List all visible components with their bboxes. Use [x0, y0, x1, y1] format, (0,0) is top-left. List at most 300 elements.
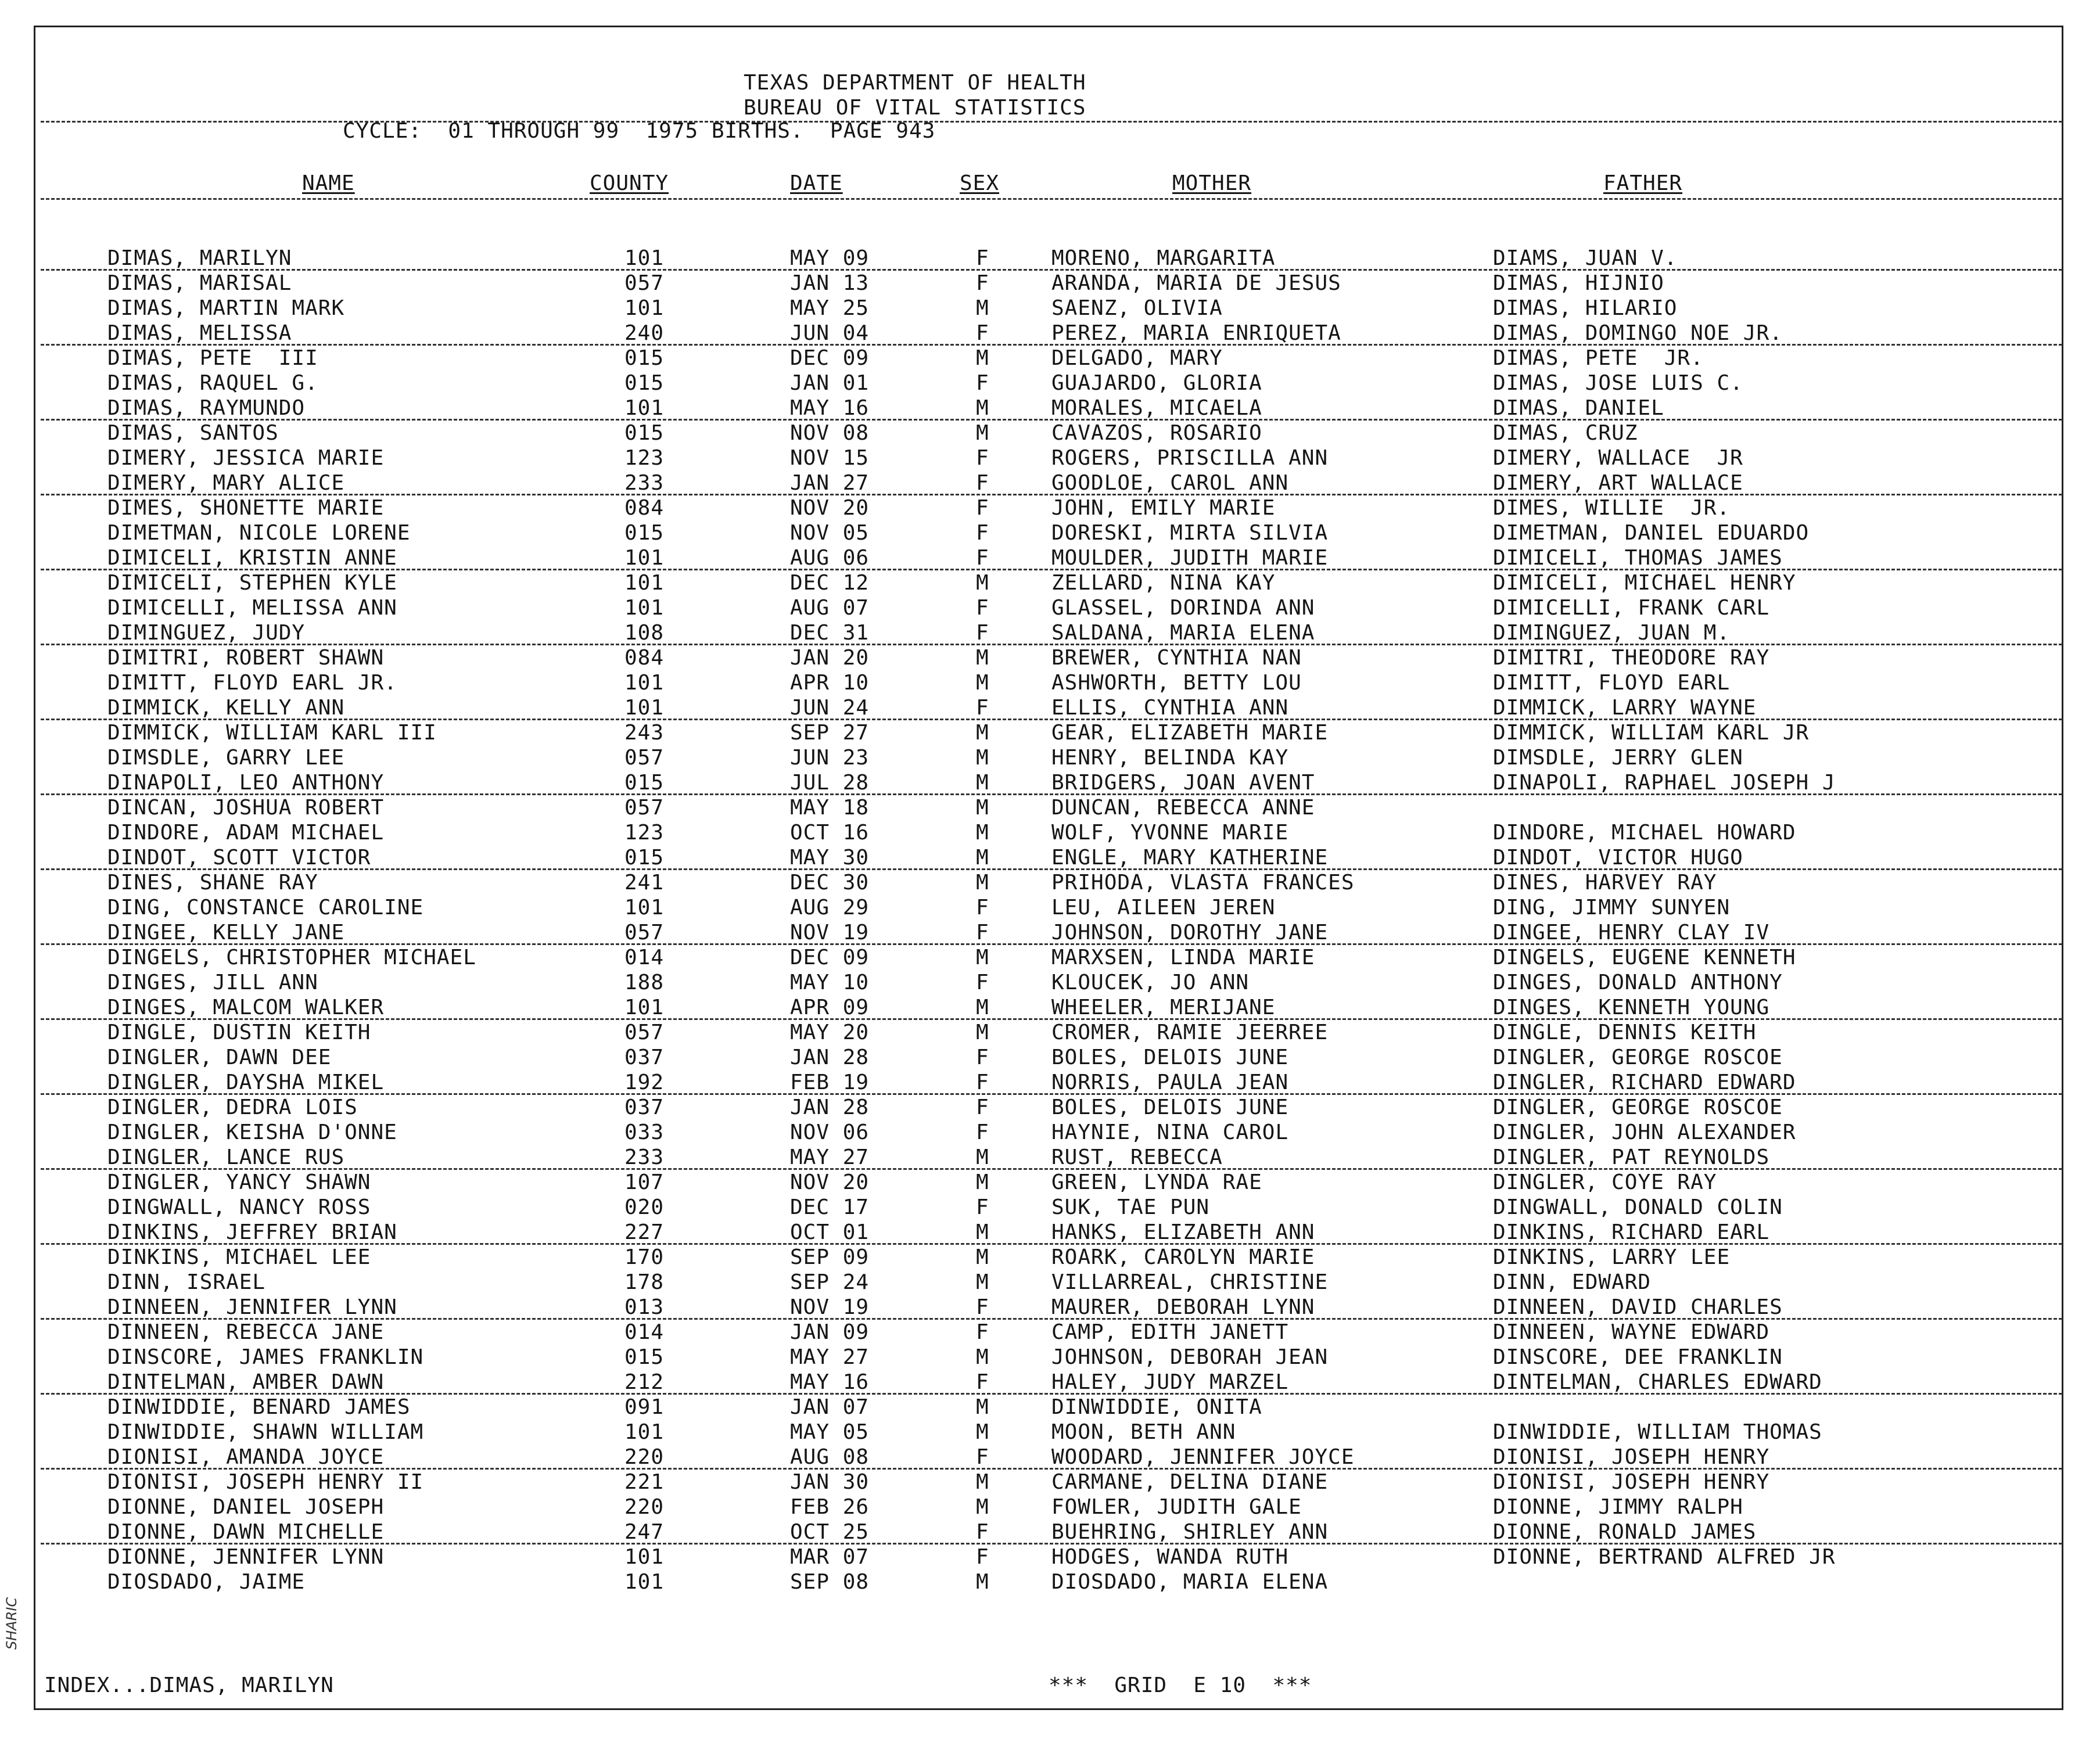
table-row — [0, 347, 2100, 372]
cell-mother: KLOUCEK, JO ANN — [1051, 971, 1250, 994]
cell-father: DINKINS, RICHARD EARL — [1493, 1220, 1770, 1244]
cell-mother: ROGERS, PRISCILLA ANN — [1051, 446, 1329, 470]
cell-mother: VILLARREAL, CHRISTINE — [1051, 1270, 1329, 1294]
cell-sex: F — [976, 896, 989, 920]
cell-sex: M — [976, 746, 989, 770]
table-row — [0, 1521, 2100, 1546]
cell-county: 240 — [624, 321, 665, 345]
cell-mother: HALEY, JUDY MARZEL — [1051, 1370, 1289, 1394]
cell-date: MAY 25 — [790, 296, 870, 320]
cell-county: 084 — [624, 496, 665, 520]
cell-county: 015 — [624, 371, 665, 395]
cell-sex: M — [976, 1145, 989, 1169]
cell-name: DIMITT, FLOYD EARL JR. — [107, 671, 397, 695]
cell-father: DINGLER, COYE RAY — [1493, 1170, 1717, 1194]
cell-sex: F — [976, 1195, 989, 1219]
table-row — [0, 871, 2100, 896]
table-row — [0, 322, 2100, 347]
cell-name: DIMAS, RAYMUNDO — [107, 396, 306, 420]
cell-name: DIMAS, RAQUEL G. — [107, 371, 318, 395]
cell-county: 178 — [624, 1270, 665, 1294]
table-row — [0, 1196, 2100, 1221]
cell-father: DINGES, DONALD ANTHONY — [1493, 971, 1783, 994]
cell-county: 123 — [624, 821, 665, 845]
cell-county: 037 — [624, 1096, 665, 1119]
cell-date: DEC 31 — [790, 621, 870, 645]
cell-sex: F — [976, 1370, 989, 1394]
cell-sex: M — [976, 296, 989, 320]
cell-county: 084 — [624, 646, 665, 670]
cell-county: 033 — [624, 1120, 665, 1144]
cell-father: DINSCORE, DEE FRANKLIN — [1493, 1345, 1783, 1369]
cell-father: DINNEEN, WAYNE EDWARD — [1493, 1320, 1770, 1344]
cell-date: JAN 27 — [790, 471, 870, 495]
cell-sex: F — [976, 271, 989, 295]
cell-date: MAY 20 — [790, 1021, 870, 1044]
cell-date: MAY 27 — [790, 1145, 870, 1169]
cell-sex: M — [976, 646, 989, 670]
cell-name: DINKINS, JEFFREY BRIAN — [107, 1220, 397, 1244]
cell-sex: F — [976, 1120, 989, 1144]
cell-mother: BRIDGERS, JOAN AVENT — [1051, 771, 1315, 795]
cell-sex: F — [976, 1320, 989, 1344]
cell-sex: F — [976, 496, 989, 520]
table-row — [0, 372, 2100, 397]
cell-name: DINGWALL, NANCY ROSS — [107, 1195, 371, 1219]
cell-mother: LEU, AILEEN JEREN — [1051, 896, 1276, 920]
cell-name: DINDOT, SCOTT VICTOR — [107, 846, 371, 870]
cell-father: DINGLER, JOHN ALEXANDER — [1493, 1120, 1796, 1144]
cell-sex: M — [976, 1495, 989, 1519]
cell-mother: ELLIS, CYNTHIA ANN — [1051, 696, 1289, 720]
cell-mother: NORRIS, PAULA JEAN — [1051, 1071, 1289, 1094]
cell-father: DIAMS, JUAN V. — [1493, 246, 1678, 270]
cell-father: DIMITRI, THEODORE RAY — [1493, 646, 1770, 670]
cell-county: 101 — [624, 546, 665, 570]
cell-sex: F — [976, 596, 989, 620]
cell-sex: F — [976, 921, 989, 944]
cell-father: DINGLER, GEORGE ROSCOE — [1493, 1096, 1783, 1119]
column-header-sex: SEX — [960, 171, 1000, 195]
cell-sex: F — [976, 1071, 989, 1094]
cell-mother: CROMER, RAMIE JEERREE — [1051, 1021, 1329, 1044]
cell-date: AUG 29 — [790, 896, 870, 920]
table-row — [0, 247, 2100, 272]
cell-county: 101 — [624, 1570, 665, 1594]
cell-father: DIMAS, DANIEL — [1493, 396, 1664, 420]
cell-date: NOV 06 — [790, 1120, 870, 1144]
cell-father: DIONISI, JOSEPH HENRY — [1493, 1470, 1770, 1494]
table-row — [0, 1246, 2100, 1271]
cell-county: 101 — [624, 996, 665, 1019]
cell-date: MAY 05 — [790, 1420, 870, 1444]
cell-sex: M — [976, 1021, 989, 1044]
cell-father: DIONNE, RONALD JAMES — [1493, 1520, 1757, 1544]
cell-county: 014 — [624, 1320, 665, 1344]
table-row — [0, 1546, 2100, 1571]
cell-name: DINKINS, MICHAEL LEE — [107, 1245, 371, 1269]
cell-name: DINGES, MALCOM WALKER — [107, 996, 385, 1019]
cell-father: DIMICELI, THOMAS JAMES — [1493, 546, 1783, 570]
cell-county: 013 — [624, 1295, 665, 1319]
cell-county: 101 — [624, 246, 665, 270]
cell-sex: M — [976, 796, 989, 820]
table-row — [0, 996, 2100, 1021]
cell-sex: F — [976, 696, 989, 720]
cell-date: SEP 09 — [790, 1245, 870, 1269]
cell-date: DEC 17 — [790, 1195, 870, 1219]
cell-date: AUG 07 — [790, 596, 870, 620]
cell-father: DIONNE, JIMMY RALPH — [1493, 1495, 1743, 1519]
cell-father: DIMES, WILLIE JR. — [1493, 496, 1731, 520]
cell-mother: DELGADO, MARY — [1051, 346, 1223, 370]
report-title: TEXAS DEPARTMENT OF HEALTH — [744, 71, 1086, 95]
table-row — [0, 472, 2100, 497]
cell-sex: M — [976, 1220, 989, 1244]
cell-county: 101 — [624, 571, 665, 595]
cell-date: OCT 25 — [790, 1520, 870, 1544]
cell-sex: F — [976, 1295, 989, 1319]
cell-county: 101 — [624, 596, 665, 620]
cell-father: DIMAS, JOSE LUIS C. — [1493, 371, 1743, 395]
cell-county: 101 — [624, 296, 665, 320]
cell-county: 101 — [624, 1420, 665, 1444]
cell-sex: M — [976, 1395, 989, 1419]
cell-mother: GREEN, LYNDA RAE — [1051, 1170, 1262, 1194]
header-rule-bottom — [41, 198, 2062, 200]
cell-father: DIMMICK, LARRY WAYNE — [1493, 696, 1757, 720]
cell-mother: GEAR, ELIZABETH MARIE — [1051, 721, 1329, 745]
table-row — [0, 696, 2100, 721]
cell-name: DINWIDDIE, BENARD JAMES — [107, 1395, 411, 1419]
cell-mother: SAENZ, OLIVIA — [1051, 296, 1223, 320]
cell-date: DEC 09 — [790, 946, 870, 969]
cell-name: DIMES, SHONETTE MARIE — [107, 496, 385, 520]
cell-name: DINAPOLI, LEO ANTHONY — [107, 771, 385, 795]
cell-date: FEB 19 — [790, 1071, 870, 1094]
cell-sex: F — [976, 971, 989, 994]
cell-name: DIMAS, PETE III — [107, 346, 318, 370]
cell-name: DIMICELI, STEPHEN KYLE — [107, 571, 397, 595]
cell-date: DEC 09 — [790, 346, 870, 370]
table-row — [0, 1271, 2100, 1296]
cell-sex: M — [976, 1420, 989, 1444]
table-row — [0, 821, 2100, 846]
report-subtitle: BUREAU OF VITAL STATISTICS — [744, 96, 1086, 120]
cell-date: JAN 13 — [790, 271, 870, 295]
cell-name: DIMICELI, KRISTIN ANNE — [107, 546, 397, 570]
cell-date: JAN 30 — [790, 1470, 870, 1494]
cell-name: DINGES, JILL ANN — [107, 971, 318, 994]
table-row — [0, 572, 2100, 597]
cell-name: DINCAN, JOSHUA ROBERT — [107, 796, 385, 820]
cell-father: DINDORE, MICHAEL HOWARD — [1493, 821, 1796, 845]
cell-date: JUL 28 — [790, 771, 870, 795]
cell-county: 221 — [624, 1470, 665, 1494]
cell-father: DINKINS, LARRY LEE — [1493, 1245, 1731, 1269]
cell-name: DIONISI, AMANDA JOYCE — [107, 1445, 385, 1469]
cell-county: 107 — [624, 1170, 665, 1194]
cell-sex: M — [976, 771, 989, 795]
cell-name: DINSCORE, JAMES FRANKLIN — [107, 1345, 424, 1369]
cell-date: SEP 24 — [790, 1270, 870, 1294]
cell-date: OCT 01 — [790, 1220, 870, 1244]
cell-sex: F — [976, 1046, 989, 1069]
cell-county: 101 — [624, 396, 665, 420]
cell-sex: F — [976, 1445, 989, 1469]
table-row — [0, 547, 2100, 572]
cell-county: 188 — [624, 971, 665, 994]
cell-date: NOV 19 — [790, 921, 870, 944]
cell-county: 247 — [624, 1520, 665, 1544]
table-row — [0, 921, 2100, 946]
cell-name: DIOSDADO, JAIME — [107, 1570, 306, 1594]
cell-father: DINAPOLI, RAPHAEL JOSEPH J — [1493, 771, 1836, 795]
cell-county: 057 — [624, 921, 665, 944]
cell-name: DINN, ISRAEL — [107, 1270, 266, 1294]
grid-label: *** GRID E 10 *** — [1049, 1673, 1312, 1697]
cell-county: 015 — [624, 1345, 665, 1369]
cell-sex: F — [976, 1520, 989, 1544]
cell-date: NOV 19 — [790, 1295, 870, 1319]
cell-father: DINGELS, EUGENE KENNETH — [1493, 946, 1796, 969]
cell-name: DIMAS, MARTIN MARK — [107, 296, 345, 320]
table-row — [0, 497, 2100, 522]
cell-name: DINGLE, DUSTIN KEITH — [107, 1021, 371, 1044]
cell-county: 101 — [624, 671, 665, 695]
cell-date: NOV 20 — [790, 1170, 870, 1194]
cell-county: 192 — [624, 1071, 665, 1094]
cell-date: NOV 05 — [790, 521, 870, 545]
cell-date: MAY 16 — [790, 1370, 870, 1394]
cell-county: 220 — [624, 1445, 665, 1469]
cell-name: DINGLER, KEISHA D'ONNE — [107, 1120, 397, 1144]
cell-father: DINWIDDIE, WILLIAM THOMAS — [1493, 1420, 1822, 1444]
cell-mother: DINWIDDIE, ONITA — [1051, 1395, 1262, 1419]
table-row — [0, 1446, 2100, 1471]
cell-name: DIMICELLI, MELISSA ANN — [107, 596, 397, 620]
cell-sex: M — [976, 721, 989, 745]
cell-date: JAN 07 — [790, 1395, 870, 1419]
cell-name: DIMETMAN, NICOLE LORENE — [107, 521, 411, 545]
cell-sex: M — [976, 1170, 989, 1194]
cell-name: DINNEEN, JENNIFER LYNN — [107, 1295, 397, 1319]
table-row — [0, 522, 2100, 547]
cell-name: DINGLER, YANCY SHAWN — [107, 1170, 371, 1194]
cell-father: DIMITT, FLOYD EARL — [1493, 671, 1731, 695]
cell-mother: MOULDER, JUDITH MARIE — [1051, 546, 1329, 570]
cell-mother: RUST, REBECCA — [1051, 1145, 1223, 1169]
cell-sex: M — [976, 1470, 989, 1494]
cell-sex: M — [976, 1570, 989, 1594]
table-row — [0, 1496, 2100, 1521]
column-header-name: NAME — [302, 171, 355, 195]
cell-name: DINGLER, LANCE RUS — [107, 1145, 345, 1169]
cell-county: 170 — [624, 1245, 665, 1269]
cell-county: 212 — [624, 1370, 665, 1394]
cell-county: 108 — [624, 621, 665, 645]
cell-father: DINN, EDWARD — [1493, 1270, 1652, 1294]
cell-date: NOV 20 — [790, 496, 870, 520]
cell-date: APR 10 — [790, 671, 870, 695]
cell-sex: M — [976, 396, 989, 420]
cell-name: DINTELMAN, AMBER DAWN — [107, 1370, 385, 1394]
cell-mother: GUAJARDO, GLORIA — [1051, 371, 1262, 395]
cell-sex: M — [976, 946, 989, 969]
column-header-mother: MOTHER — [1172, 171, 1252, 195]
cell-sex: F — [976, 546, 989, 570]
cell-date: JAN 28 — [790, 1096, 870, 1119]
cell-mother: HAYNIE, NINA CAROL — [1051, 1120, 1289, 1144]
cell-mother: JOHN, EMILY MARIE — [1051, 496, 1276, 520]
cell-name: DIMAS, MARISAL — [107, 271, 292, 295]
cell-father: DIMMICK, WILLIAM KARL JR — [1493, 721, 1810, 745]
cell-date: FEB 26 — [790, 1495, 870, 1519]
cell-name: DIMAS, SANTOS — [107, 421, 279, 445]
table-row — [0, 1371, 2100, 1396]
cell-father: DIMAS, CRUZ — [1493, 421, 1638, 445]
cell-county: 057 — [624, 796, 665, 820]
cell-mother: ASHWORTH, BETTY LOU — [1051, 671, 1302, 695]
cell-date: DEC 30 — [790, 871, 870, 895]
cell-county: 057 — [624, 1021, 665, 1044]
cell-name: DIONNE, DANIEL JOSEPH — [107, 1495, 385, 1519]
cell-name: DIMSDLE, GARRY LEE — [107, 746, 345, 770]
cell-date: OCT 16 — [790, 821, 870, 845]
cell-father: DIMICELLI, FRANK CARL — [1493, 596, 1770, 620]
cell-mother: JOHNSON, DOROTHY JANE — [1051, 921, 1329, 944]
table-row — [0, 971, 2100, 996]
cell-date: MAY 30 — [790, 846, 870, 870]
cell-name: DINES, SHANE RAY — [107, 871, 318, 895]
cell-sex: F — [976, 321, 989, 345]
cell-county: 037 — [624, 1046, 665, 1069]
cell-date: DEC 12 — [790, 571, 870, 595]
cell-name: DIMAS, MARILYN — [107, 246, 292, 270]
cell-county: 101 — [624, 696, 665, 720]
cell-name: DINWIDDIE, SHAWN WILLIAM — [107, 1420, 424, 1444]
cell-date: JAN 01 — [790, 371, 870, 395]
cell-sex: F — [976, 446, 989, 470]
cell-county: 057 — [624, 271, 665, 295]
table-row — [0, 846, 2100, 871]
cell-date: MAY 16 — [790, 396, 870, 420]
cell-mother: MAURER, DEBORAH LYNN — [1051, 1295, 1315, 1319]
cell-county: 220 — [624, 1495, 665, 1519]
cell-date: JAN 20 — [790, 646, 870, 670]
cell-name: DIONISI, JOSEPH HENRY II — [107, 1470, 424, 1494]
cell-mother: ENGLE, MARY KATHERINE — [1051, 846, 1329, 870]
cell-sex: M — [976, 821, 989, 845]
cell-mother: GLASSEL, DORINDA ANN — [1051, 596, 1315, 620]
column-header-father: FATHER — [1603, 171, 1683, 195]
table-row — [0, 721, 2100, 746]
cell-date: JAN 28 — [790, 1046, 870, 1069]
cell-father: DINES, HARVEY RAY — [1493, 871, 1717, 895]
cell-name: DINNEEN, REBECCA JANE — [107, 1320, 385, 1344]
cell-mother: JOHNSON, DEBORAH JEAN — [1051, 1345, 1329, 1369]
cell-date: JAN 09 — [790, 1320, 870, 1344]
cell-father: DINGES, KENNETH YOUNG — [1493, 996, 1770, 1019]
table-row — [0, 1146, 2100, 1171]
cell-date: MAY 09 — [790, 246, 870, 270]
cell-county: 015 — [624, 521, 665, 545]
cell-sex: M — [976, 846, 989, 870]
cell-county: 101 — [624, 896, 665, 920]
table-row — [0, 447, 2100, 472]
table-row — [0, 1171, 2100, 1196]
cell-father: DIMAS, HIJNIO — [1493, 271, 1664, 295]
cell-name: DIMITRI, ROBERT SHAWN — [107, 646, 385, 670]
cell-date: AUG 08 — [790, 1445, 870, 1469]
cell-name: DING, CONSTANCE CAROLINE — [107, 896, 424, 920]
table-row — [0, 297, 2100, 322]
cell-county: 014 — [624, 946, 665, 969]
cycle-line: CYCLE: 01 THROUGH 99 1975 BIRTHS. PAGE 943 — [343, 119, 936, 143]
table-row — [0, 597, 2100, 622]
cell-name: DIMERY, MARY ALICE — [107, 471, 345, 495]
cell-county: 015 — [624, 346, 665, 370]
cell-father: DINGLER, RICHARD EDWARD — [1493, 1071, 1796, 1094]
cell-date: NOV 15 — [790, 446, 870, 470]
table-row — [0, 422, 2100, 447]
cell-mother: HENRY, BELINDA KAY — [1051, 746, 1289, 770]
cell-mother: BUEHRING, SHIRLEY ANN — [1051, 1520, 1329, 1544]
cell-county: 227 — [624, 1220, 665, 1244]
table-row — [0, 397, 2100, 422]
cell-mother: SUK, TAE PUN — [1051, 1195, 1210, 1219]
cell-father: DIONISI, JOSEPH HENRY — [1493, 1445, 1770, 1469]
table-row — [0, 896, 2100, 921]
table-row — [0, 1046, 2100, 1071]
cell-county: 091 — [624, 1395, 665, 1419]
cell-county: 233 — [624, 1145, 665, 1169]
cell-mother: DORESKI, MIRTA SILVIA — [1051, 521, 1329, 545]
cell-father: DINGLER, GEORGE ROSCOE — [1493, 1046, 1783, 1069]
cell-county: 015 — [624, 771, 665, 795]
cell-father: DIMINGUEZ, JUAN M. — [1493, 621, 1731, 645]
table-row — [0, 1296, 2100, 1321]
table-row — [0, 1021, 2100, 1046]
cell-name: DINGEE, KELLY JANE — [107, 921, 345, 944]
cell-date: NOV 08 — [790, 421, 870, 445]
cell-father: DINTELMAN, CHARLES EDWARD — [1493, 1370, 1822, 1394]
cell-sex: M — [976, 1345, 989, 1369]
cell-mother: GOODLOE, CAROL ANN — [1051, 471, 1289, 495]
column-header-date: DATE — [790, 171, 843, 195]
table-row — [0, 1096, 2100, 1121]
cell-county: 057 — [624, 746, 665, 770]
table-row — [0, 1346, 2100, 1371]
cell-date: AUG 06 — [790, 546, 870, 570]
cell-sex: M — [976, 671, 989, 695]
cell-mother: ROARK, CAROLYN MARIE — [1051, 1245, 1315, 1269]
cell-mother: ARANDA, MARIA DE JESUS — [1051, 271, 1341, 295]
cell-mother: WOODARD, JENNIFER JOYCE — [1051, 1445, 1355, 1469]
cell-father: DIMERY, WALLACE JR — [1493, 446, 1743, 470]
cell-father: DIMICELI, MICHAEL HENRY — [1493, 571, 1796, 595]
cell-mother: MORALES, MICAELA — [1051, 396, 1262, 420]
cell-mother: CAVAZOS, ROSARIO — [1051, 421, 1262, 445]
table-row — [0, 1121, 2100, 1146]
cell-sex: M — [976, 1270, 989, 1294]
table-row — [0, 1571, 2100, 1596]
cell-name: DIMAS, MELISSA — [107, 321, 292, 345]
cell-mother: BOLES, DELOIS JUNE — [1051, 1096, 1289, 1119]
cell-county: 015 — [624, 846, 665, 870]
cell-name: DIONNE, JENNIFER LYNN — [107, 1545, 385, 1569]
cell-name: DINGLER, DAWN DEE — [107, 1046, 332, 1069]
